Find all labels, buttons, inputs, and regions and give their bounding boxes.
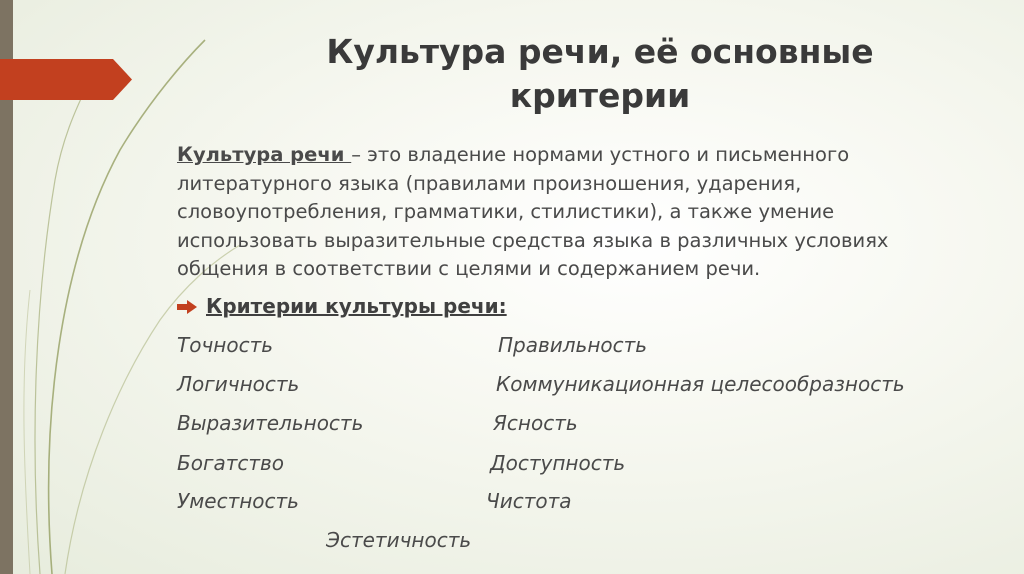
criterion-last: Эстетичность [326, 528, 472, 552]
definition-term: Культура речи [177, 143, 352, 166]
criteria-heading [177, 292, 507, 320]
criterion-right-5: Чистота [486, 489, 572, 513]
arrow-right-icon [177, 300, 197, 314]
slide-title: Культура речи, её основные критерии [326, 32, 874, 115]
criterion-left-2: Логичность [177, 372, 300, 396]
criterion-left-5: Уместность [177, 489, 299, 513]
criterion-right-1: Правильность [498, 333, 648, 357]
criterion-right-4: Доступность [490, 451, 626, 475]
red-arrow-banner [0, 59, 132, 100]
criterion-left-3: Выразительность [177, 411, 364, 435]
criterion-right-2: Коммуникационная целесообразность [496, 372, 905, 396]
criterion-right-3: Ясность [493, 411, 578, 435]
criteria-heading-label: Критерии культуры речи: [206, 294, 507, 318]
definition-text: – это владение нормами устного и письменного литературного языка (правилами произношения, ударения, словоупотребления, грамматики, стилистики), а также умение использовать выразительные средства языка в различных условиях общения в соответствии с целями и содержанием речи. [177, 143, 889, 280]
criterion-left-1: Точность [177, 333, 274, 357]
criterion-left-4: Богатство [177, 451, 285, 475]
definition-paragraph [177, 141, 977, 284]
